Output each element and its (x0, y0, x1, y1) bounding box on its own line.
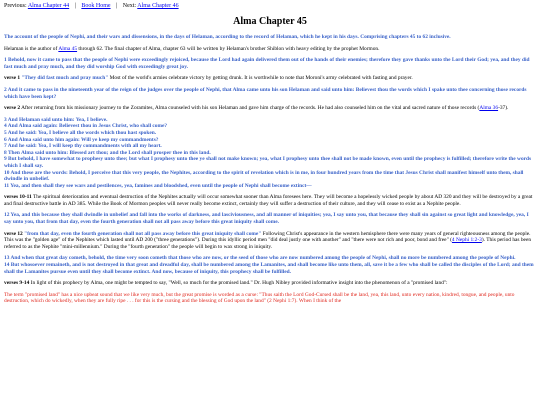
commentary-verses-10-11 (4, 194, 536, 207)
prev-label: Previous: (4, 3, 27, 9)
scripture-verse: 8 Then Alma said unto him: Blessed art thou; and the Lord shall prosper thee in this land. (4, 149, 211, 156)
scripture-verse: 6 And Alma said unto him again: Will ye keep my commandments? (4, 136, 159, 143)
commentary-text: After returning from his missionary journey to the Zoramites, Alma counseled with his son Helaman and gave him charge of the records. He had also counseled him on the vital and sacred nature of those records ( (20, 105, 480, 112)
scripture-verse-2: 2 And it came to pass in the nineteenth year of the reign of the judges over the people of Nephi, that Alma came unto his son Helaman and said unto him: Believest thou the words which I spake unto thee concerning those records which have been kept? (4, 86, 527, 100)
prev-chapter-link[interactable]: Alma Chapter 44 (27, 3, 70, 9)
author-text-after: through 62. The final chapter of Alma, chapter 63 will be written by Helaman's brother Shiblon with heavy editing by the prophet Mormon. (77, 45, 380, 52)
author-paragraph (4, 46, 536, 53)
commentary-text: In light of this prophecy by Alma, one might be tempted to say, "Well, so much for the promised land." Dr. Hugh Nibley provided informative insight into the phenomenon of a "promised land": (29, 280, 448, 287)
alma-36-link[interactable]: Alma 36 (479, 105, 499, 112)
nibley-quote: The term "promised land" has a nice upbeat sound that we like very much, but the great promise is worded as a curse: "Thus saith the Lord God-Cursed shall be the land, yea, this land, unto every nation, kindred, tongue, and people, unto destruction, which do wickedly, when they are fully ripe . . . for this is the cursing and the blessing of God upon the land" (2 Nephi 1:7). When I think of the (4, 291, 515, 305)
verse-label: verses 10-11 (4, 194, 32, 201)
scripture-verses-13-14 (4, 255, 536, 275)
next-chapter-link[interactable]: Alma Chapter 46 (137, 3, 179, 9)
scripture-verse: 5 And he said: Yea, I believe all the words which thou hast spoken. (4, 129, 157, 136)
next-label: Next: (122, 3, 137, 9)
page-title: Alma Chapter 45 (233, 16, 307, 27)
nav-separator: | (74, 3, 76, 9)
alma-45-link[interactable]: Alma 45 (58, 45, 78, 52)
scripture-verse: 13 And when that great day cometh, behold, the time very soon cometh that those who are now, or the seed of those who are now numbered among the people of Nephi, shall no more be numbered among the people of Nephi. (4, 255, 516, 262)
commentary-verse-2 (4, 105, 536, 112)
scripture-verse-1: 1 Behold, now it came to pass that the people of Nephi were exceedingly rejoiced, because the Lord had again delivered them out of the hands of their enemies; therefore they gave thanks unto the Lord their God; yea, and they did fast much and pray much, and they did worship God with exceedingly great joy. (4, 57, 530, 70)
top-navigation (4, 2, 536, 10)
verse-label: verse 1 (4, 75, 21, 82)
chapter-intro: The account of the people of Nephi, and their wars and dissensions, in the days of Helaman, according to the record of Helaman, which he kept in his days. Comprising chapters 45 to 62 inclusive. (4, 34, 451, 40)
verse-label: verse 12 (4, 230, 23, 237)
scripture-verse-12: 12 Yea, and this because they shall dwindle in unbelief and fall into the works of darkness, and lasciviousness, and all manner of iniquities; yea, I say unto you, that because they shall sin against so great light and knowledge, yea, I say unto you, that from that day, even the fourth generation shall not all pass away before this great iniquity shall come. (4, 212, 529, 226)
nav-separator: | (116, 3, 118, 9)
commentary-text: Most of the world's armies celebrate victory by getting drunk. It is worthwhile to note that Moroni's army celebrated with fasting and prayer. (108, 75, 413, 82)
commentary-text: The spiritual deterioration and eventual destruction of the Nephites actually will occur somewhat sooner than Alma foresees here. They will become a hopelessly wicked people by about AD 320 and they will be destroyed by a great and final destructive battle in AD 385. While the Book of Mormon peoples will never really become extinct, certainly they will suffer a destruction of their culture, and they will cease to exist as a Nephite people. (4, 194, 533, 207)
scripture-verse: 14 But whosoever remaineth, and is not destroyed in that great and dreadful day, shall be numbered among the Lamanites, and shall become like unto them, all, save it be a few who shall be called the disciples of the Lord; and them shall the Lamanites pursue even until they shall become extinct. And now, because of iniquity, this prophecy shall be fulfilled. (4, 262, 534, 275)
scripture-verse: 7 And he said: Yea, I will keep thy commandments with all my heart. (4, 143, 162, 150)
commentary-verse-1 (4, 75, 536, 82)
verse-label: verse 2 (4, 105, 21, 112)
verse-quote: "They did fast much and pray much" (21, 75, 109, 82)
scripture-verse: 4 And Alma said again: Believest thou in Jesus Christ, who shall come? (4, 123, 168, 130)
scripture-verse: 10 And these are the words: Behold, I perceive that this very people, the Nephites, according to the spirit of revelation which is in me, in four hundred years from the time that Jesus Christ shall manifest himself unto them, shall dwindle in unbelief. (4, 169, 524, 183)
scripture-verses-3-11 (4, 117, 536, 190)
commentary-text-after: -37). (498, 105, 509, 112)
commentary-verse-12 (4, 231, 536, 251)
scripture-verse: 11 Yea, and then shall they see wars and pestilences, yea, famines and bloodshed, even until the people of Nephi shall become extinct— (4, 182, 312, 189)
verse-label: verses 9-14 (4, 280, 30, 287)
book-home-link[interactable]: Book Home (81, 3, 111, 9)
scripture-verse: 9 But behold, I have somewhat to prophesy unto thee; but what I prophesy unto thee ye shall not make known; yea, what I prophesy unto thee shall not be made known, even until the prophecy is fulfilled; therefore write the words which I shall say. (4, 156, 532, 169)
commentary-text: Following Christ's appearance in the western hemisphere there were many years of general righteousness among the people. This was the "golden age" of the Nephites which lasted until AD 200 ("three generations"). During this idyllic period men "did deal justly one with another" and "there were not rich and poor, bond and free" ( (4, 230, 531, 244)
author-text: Helaman is the author of (4, 45, 59, 52)
scripture-verse: 3 And Helaman said unto him: Yea, I believe. (4, 116, 108, 123)
commentary-verses-9-14 (4, 280, 536, 287)
commentary-text-after: ). This period has been referred to as the Nephite "mini-millennium." During the "fourth generation" the people will begin to wax strong in iniquity. (4, 237, 532, 250)
4-nephi-link[interactable]: 4 Nephi 1:2-3 (451, 237, 482, 244)
verse-quote: "from that day, even the fourth generation shall not all pass away before this great iniquity shall come" (24, 230, 262, 237)
